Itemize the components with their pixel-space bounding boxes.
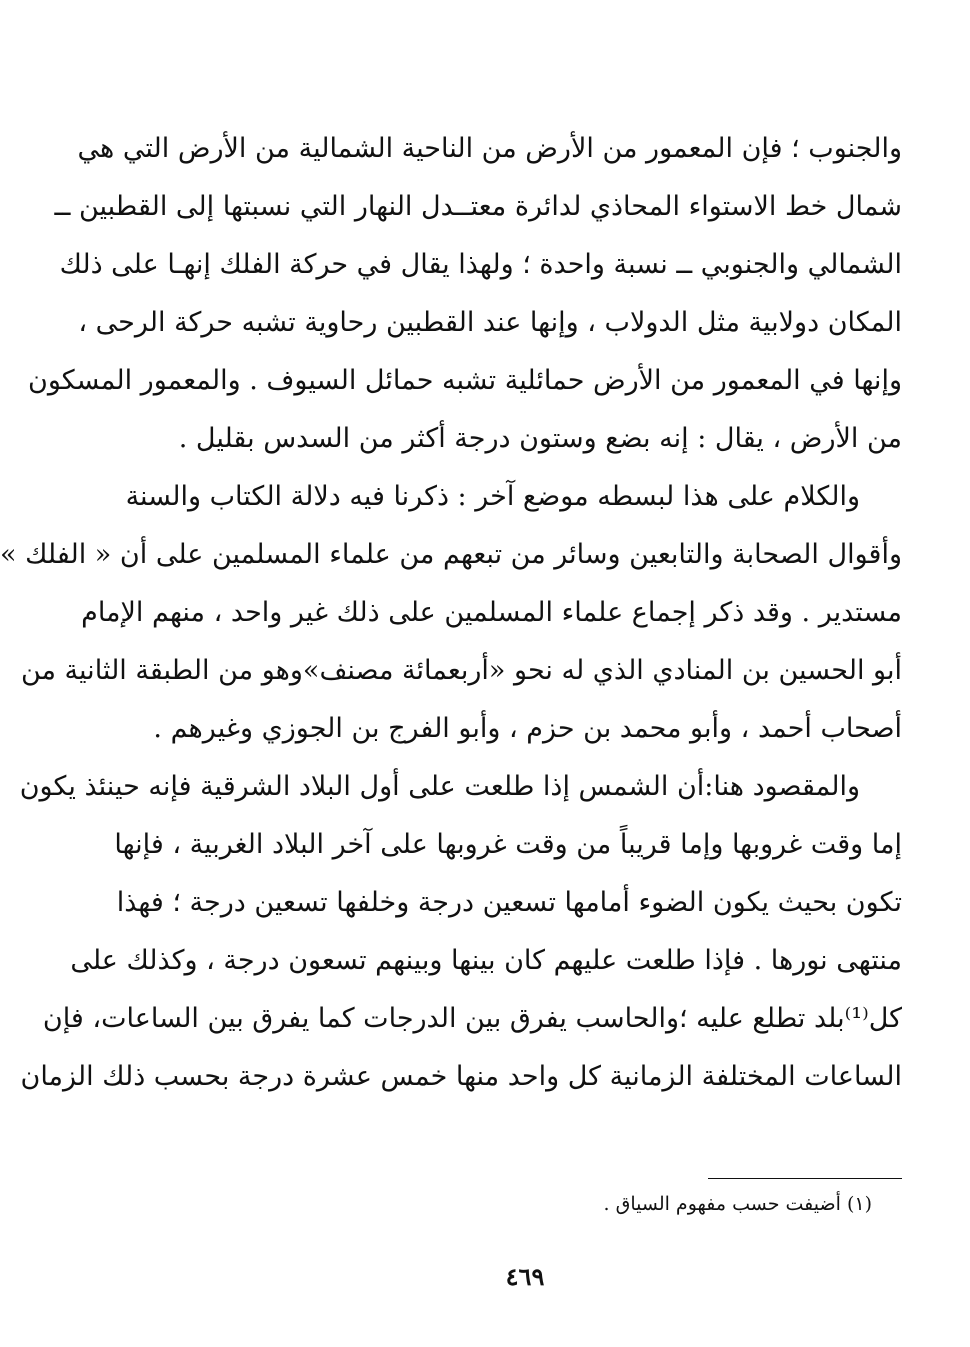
footnote-divider (708, 1178, 902, 1179)
text-line: والمقصود هنا:أن الشمس إذا طلعت على أول البلاد الشرقية فإنه حينئذ يكون (19, 771, 860, 802)
footnote: (١) أضيفت حسب مفهوم السياق . (603, 1193, 872, 1215)
text-line: تكون بحيث يكون الضوء أمامها تسعين درجة وخلفها تسعين درجة ؛ فهذا (116, 887, 902, 918)
text-line: والكلام على هذا لبسطه موضع آخر : ذكرنا فيه دلالة الكتاب والسنة (125, 481, 860, 512)
text-line: إما وقت غروبها وإما قريباً من وقت غروبها على آخر البلاد الغربية ، فإنها (114, 829, 902, 860)
text-line: الشمالي والجنوبي ــ نسبة واحدة ؛ ولهذا يقال في حركة الفلك إنهـا على ذلك (59, 249, 902, 280)
text-line: أصحاب أحمد ، وأبو محمد بن حزم ، وأبو الفرج بن الجوزي وغيرهم . (153, 713, 902, 744)
text-line: شمال خط الاستواء المحاذي لدائرة معتــدل النهار التي نسبتها إلى القطبين ــ (54, 191, 902, 222)
text-line: وإنها في المعمور من الأرض حمائلية تشبه حمائل السيوف . والمعمور المسكون (27, 365, 902, 396)
body-text (0, 120, 902, 1106)
text-line: الساعات المختلفة الزمانية كل واحد منها خمس عشرة درجة بحسب ذلك الزمان (20, 1061, 902, 1092)
text-line: منتهى نورها . فإذا طلعت عليهم كان بينها وبينهم تسعون درجة ، وكذلك على (70, 945, 902, 976)
page-number: ٤٦٩ (505, 1262, 545, 1291)
text-line: والجنوب ؛ فإن المعمور من الأرض من الناحية الشمالية من الأرض التي هي (77, 133, 902, 164)
text-line: أبو الحسين بن المنادي الذي له نحو «أربعمائة مصنف»وهو من الطبقة الثانية من (20, 655, 902, 686)
text-line: كل⁽¹⁾بلد تطلع عليه ؛والحاسب يفرق بين الدرجات كما يفرق بين الساعات، فإن (42, 1003, 902, 1034)
text-line: وأقوال الصحابة والتابعين وسائر من تبعهم من علماء المسلمين على أن « الفلك » (0, 539, 902, 570)
text-line: من الأرض ، يقال : إنه بضع وستون درجة أكثر من السدس بقليل . (178, 423, 902, 454)
text-line: مستدير . وقد ذكر إجماع علماء المسلمين على ذلك غير واحد ، منهم الإمام (81, 597, 902, 628)
text-line: المكان دولابية مثل الدولاب ، وإنها عند القطبين رحاوية تشبه حركة الرحى ، (78, 307, 902, 338)
